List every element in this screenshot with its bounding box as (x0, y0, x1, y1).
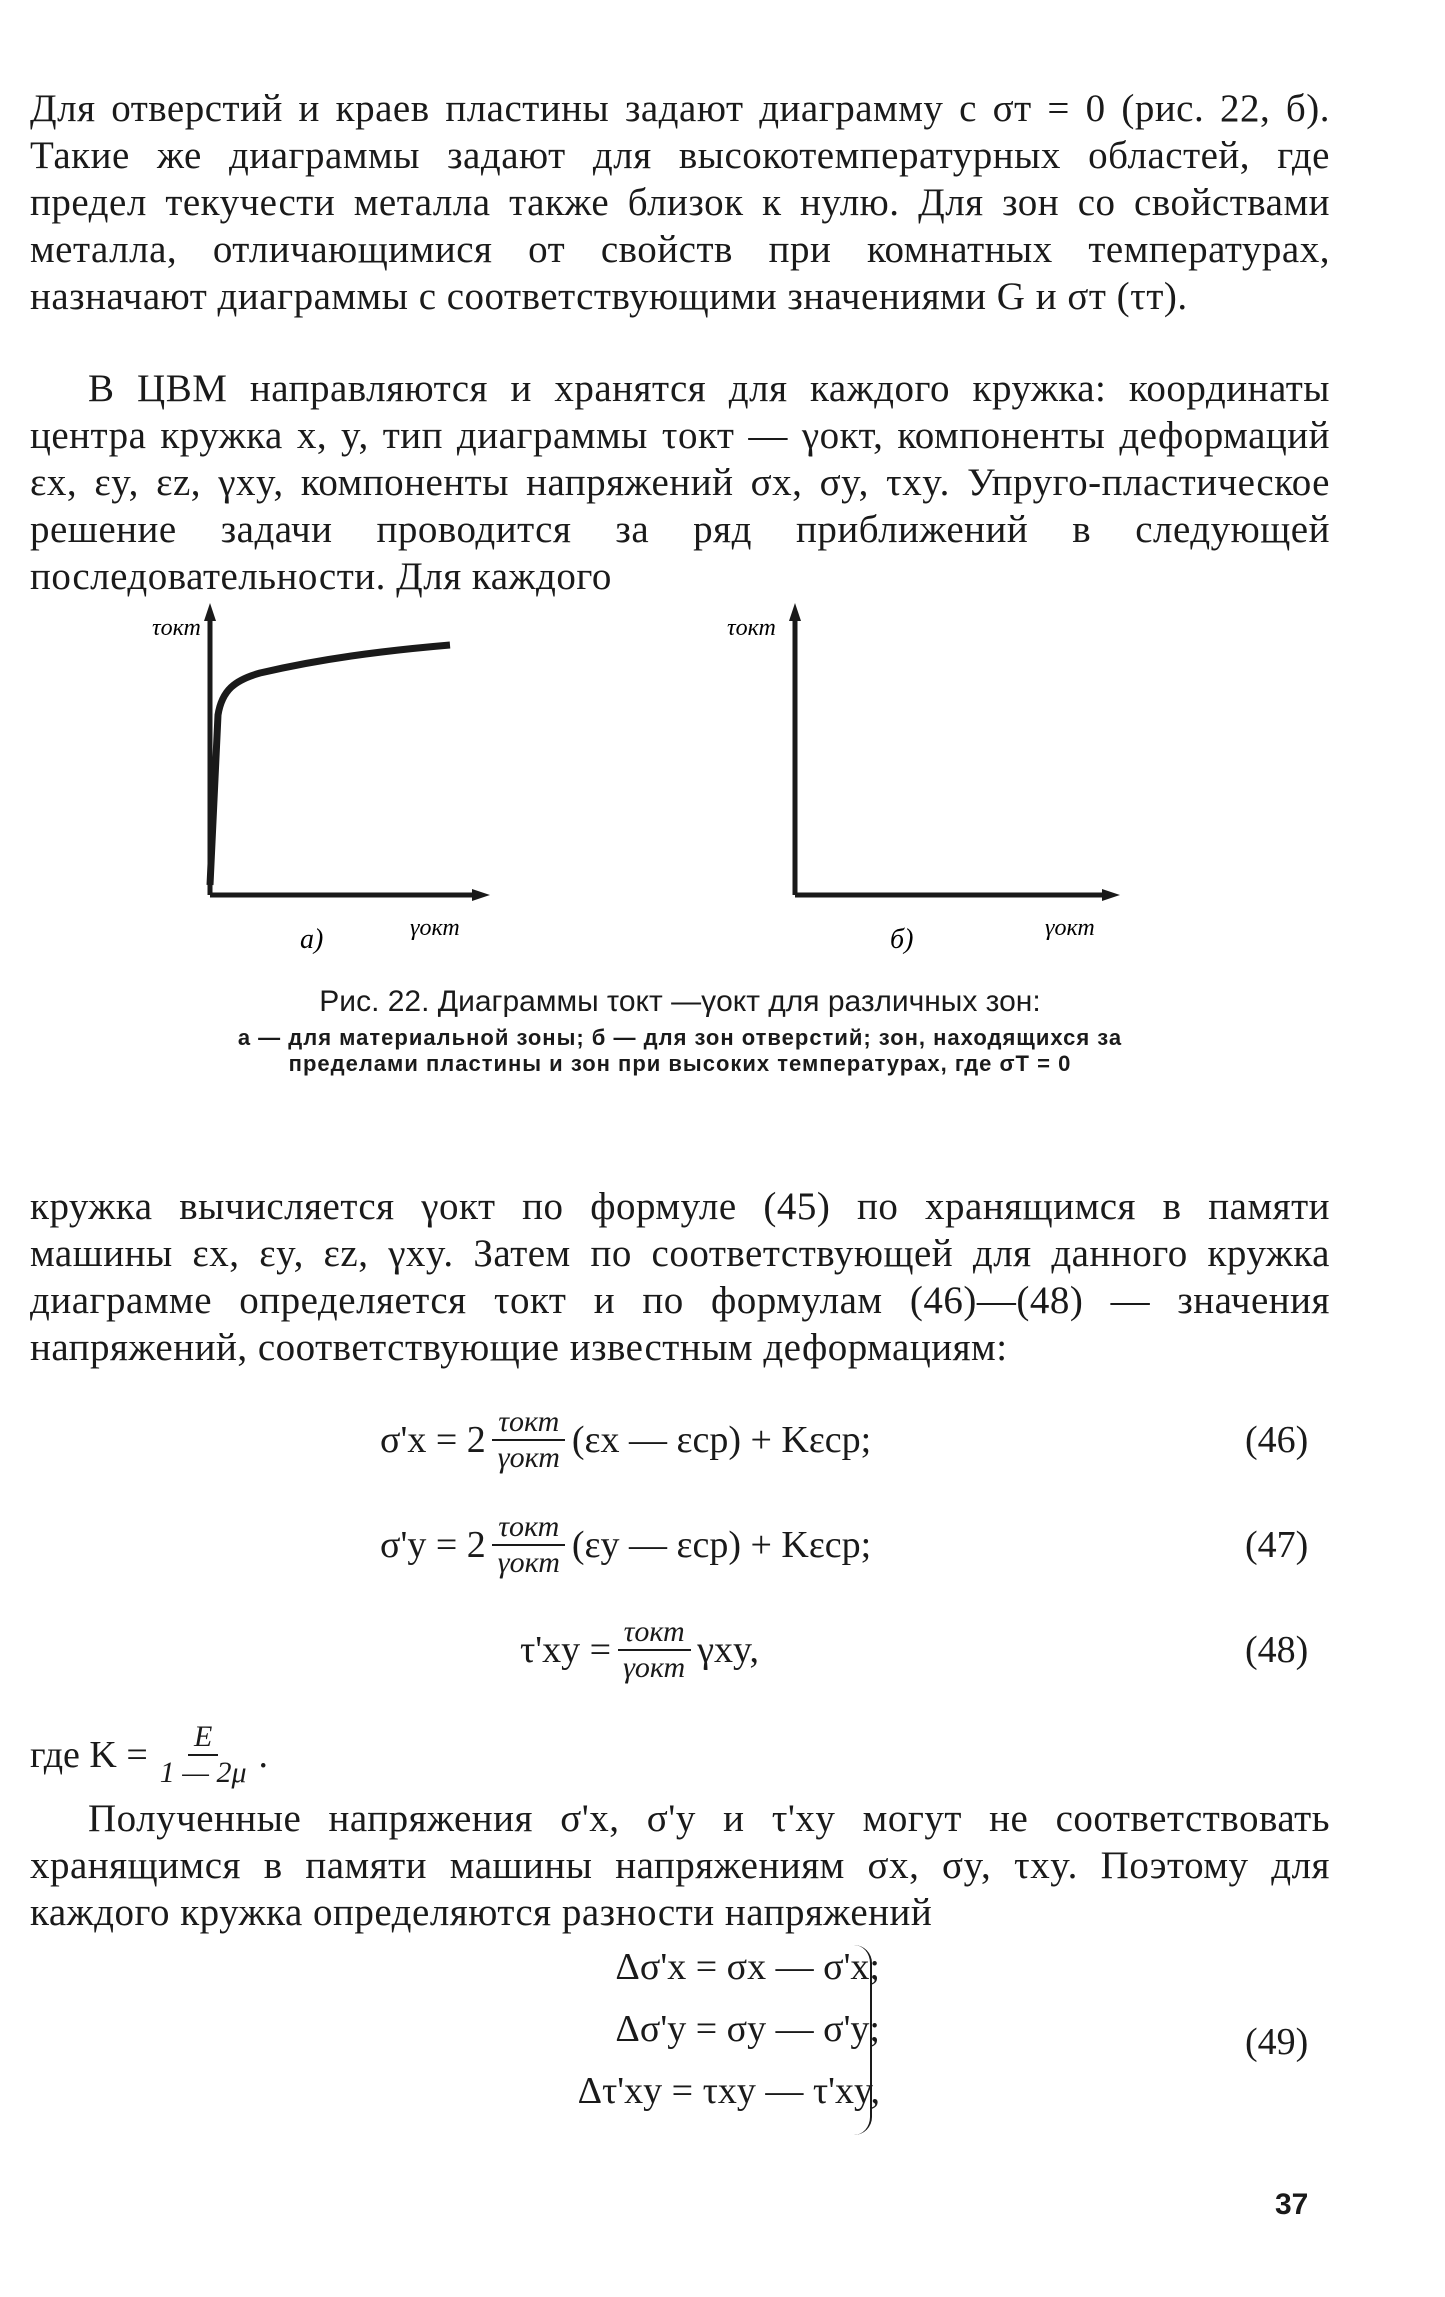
diagram-b-x-arrow (1102, 889, 1120, 901)
diagram-b (727, 603, 1120, 955)
where-suffix: . (258, 1734, 269, 1776)
equation-49-line-1: Δσ'x = σx — σ'x; (615, 1946, 880, 1988)
equation-46-rhs: (εx — εср) + Kεср; (571, 1419, 872, 1461)
where-fraction (154, 1720, 253, 1790)
figure-22 (152, 595, 1160, 975)
paragraph-3: кружка вычисляется γокт по формуле (45) по хранящимся в памяти машины εx, εy, εz, γxy. Затем по соответствующей для данного кружка диаграмме определяется τокт и по формулам (46)—(48) — значения напряжений, соответствующие известным деформациям: (30, 1185, 1330, 1369)
equation-47-lhs: σ'y = 2 (380, 1524, 486, 1566)
diagram-a-curve (210, 645, 450, 885)
equation-49-line-2: Δσ'y = σy — σ'y; (615, 2008, 880, 2050)
equation-46-number: (46) (1245, 1419, 1309, 1461)
equation-47 (380, 1505, 1180, 1585)
equation-48-lhs: τ'xy = (520, 1629, 612, 1671)
equation-46-numerator: τокт (492, 1405, 565, 1441)
diagram-a-ylabel: τокт (152, 615, 201, 641)
diagram-b-y-arrow (789, 603, 801, 621)
equation-48 (520, 1610, 1320, 1690)
equation-49-system (460, 1945, 880, 2131)
equation-48-denominator: γокт (623, 1651, 686, 1684)
equation-49-brace (850, 1945, 872, 2135)
equation-47-denominator: γокт (497, 1546, 560, 1579)
equation-48-fraction (617, 1615, 691, 1685)
paragraph-5: Полученные напряжения σ'x, σ'y и τ'xy могут не соответствовать хранящимся в памяти машины напряжениям σx, σy, τxy. Поэтому для каждого кружка определяются разности напряжений (30, 1797, 1330, 1934)
where-denominator: 1 — 2μ (159, 1756, 247, 1789)
equation-49-number: (49) (1245, 2021, 1309, 2063)
diagram-b-label: б) (890, 924, 914, 955)
equation-47-rhs: (εy — εср) + Kεср; (571, 1524, 872, 1566)
paragraph-1: Для отверстий и краев пластины задают диаграмму с σт = 0 (рис. 22, б). Такие же диаграммы задают для высокотемпературных областей, где предел текучести металла также близок к нулю. Для зон со свойствами металла, отличающимися от свойств при комнатных температурах, назначают диаграммы с соответствующими значениями G и σт (τт). (30, 87, 1330, 318)
where-prefix: где K = (30, 1734, 148, 1776)
figure-caption-body: а — для материальной зоны; б — для зон отверстий; зон, находящихся за пределами пластины и зон при высоких температурах, где σТ = 0 (237, 1025, 1123, 1076)
diagram-a-xlabel: γокт (410, 915, 460, 941)
equation-46-fraction (492, 1405, 566, 1475)
equation-46-lhs: σ'x = 2 (380, 1419, 486, 1461)
equation-47-fraction (492, 1510, 566, 1580)
where-numerator: E (188, 1720, 218, 1756)
page-number: 37 (1275, 2188, 1309, 2221)
equation-47-number: (47) (1245, 1524, 1309, 1566)
paragraph-2: В ЦВМ направляются и хранятся для каждого кружка: координаты центра кружка x, y, тип диаграммы τокт — γокт, компоненты деформаций εx, εy, εz, γxy, компоненты напряжений σx, σy, τxy. Упруго-пластическое решение задачи проводится за ряд приближений в следующей последовательности. Для каждого (30, 367, 1330, 598)
equation-49-line-3: Δτ'xy = τxy — τ'xy, (577, 2070, 880, 2112)
equation-46 (380, 1400, 1180, 1480)
diagram-a-x-arrow (472, 889, 490, 901)
diagram-b-xlabel: γокт (1045, 915, 1095, 941)
equation-48-rhs: γxy, (697, 1629, 760, 1671)
diagram-b-ylabel: τокт (727, 615, 776, 641)
figure-caption-title: Рис. 22. Диаграммы τокт —γокт для различных зон: (319, 985, 1041, 1018)
equation-47-numerator: τокт (492, 1510, 565, 1546)
equation-48-number: (48) (1245, 1629, 1309, 1671)
equation-48-numerator: τокт (618, 1615, 691, 1651)
diagram-a-label: а) (300, 924, 324, 955)
diagram-a-y-arrow (204, 603, 216, 621)
diagram-a (152, 603, 490, 955)
where-k-definition (30, 1720, 268, 1790)
equation-46-denominator: γокт (497, 1441, 560, 1474)
